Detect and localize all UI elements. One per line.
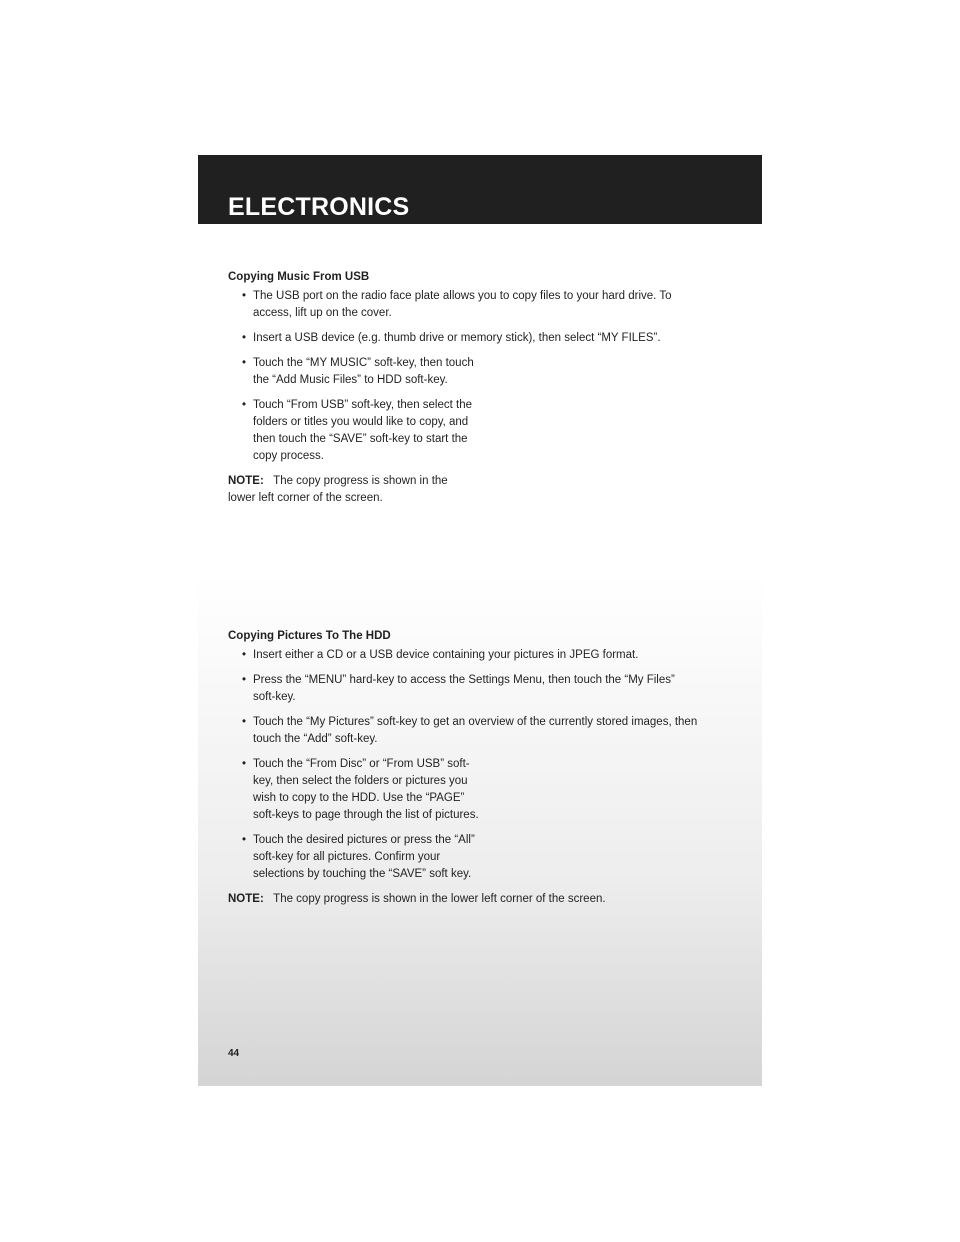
list-item (228, 355, 483, 389)
list-item (228, 397, 483, 465)
header-bar (198, 155, 762, 224)
list-item (228, 756, 483, 824)
bullet-icon: • (242, 649, 247, 661)
list-item-text: Touch “From USB” soft-key, then select the folders or titles you would like to copy, and then touch the “SAVE” soft-key to start the copy process. (253, 399, 473, 462)
note-label: NOTE: (228, 475, 264, 487)
list-item-text: Touch the desired pictures or press the “All” soft-key for all pictures. Confirm your selections by touching the “SAVE” soft key. (253, 834, 475, 880)
bullet-icon: • (242, 674, 247, 686)
list-item (228, 647, 698, 664)
section-copying-pictures (228, 629, 698, 908)
bullet-icon: • (242, 399, 247, 411)
list-item-text: Insert a USB device (e.g. thumb drive or memory stick), then select “MY FILES”. (253, 332, 661, 344)
bullet-icon: • (242, 357, 247, 369)
list-item (228, 714, 698, 748)
list-item-text: Insert either a CD or a USB device containing your pictures in JPEG format. (253, 649, 639, 661)
list-item (228, 330, 698, 347)
list-item (228, 832, 483, 883)
bullet-icon: • (242, 834, 247, 846)
list-item-text: Press the “MENU” hard-key to access the Settings Menu, then touch the “My Files” soft-key. (253, 674, 675, 703)
bullet-list-music (228, 288, 698, 465)
list-item-text: Touch the “MY MUSIC” soft-key, then touch the “Add Music Files” to HDD soft-key. (253, 357, 474, 386)
bullet-icon: • (242, 758, 247, 770)
list-item-text: The USB port on the radio face plate allows you to copy files to your hard drive. To access, lift up on the cover. (253, 290, 672, 319)
section-copying-music (228, 270, 698, 507)
section-title: ELECTRONICS (228, 193, 410, 221)
note-text: The copy progress is shown in the lower left corner of the screen. (228, 475, 448, 504)
subheading-copying-music: Copying Music From USB (228, 271, 370, 283)
list-item-text: Touch the “My Pictures” soft-key to get an overview of the currently stored images, then touch the “Add” soft-key. (253, 716, 698, 745)
bullet-icon: • (242, 290, 247, 302)
note-label: NOTE: (228, 893, 264, 905)
list-item (228, 672, 698, 706)
list-item-text: Touch the “From Disc” or “From USB” soft-key, then select the folders or pictures you wish to copy to the HDD. Use the “PAGE” soft-keys to page through the list of pictures. (253, 758, 479, 821)
manual-page (198, 155, 762, 1086)
list-item (228, 288, 698, 322)
note-music (228, 473, 460, 507)
bullet-icon: • (242, 716, 247, 728)
bullet-icon: • (242, 332, 247, 344)
note-pictures (228, 891, 698, 908)
note-text: The copy progress is shown in the lower left corner of the screen. (273, 893, 606, 905)
subheading-copying-pictures: Copying Pictures To The HDD (228, 630, 391, 642)
page-number: 44 (228, 1048, 240, 1059)
bullet-list-pictures (228, 647, 698, 883)
